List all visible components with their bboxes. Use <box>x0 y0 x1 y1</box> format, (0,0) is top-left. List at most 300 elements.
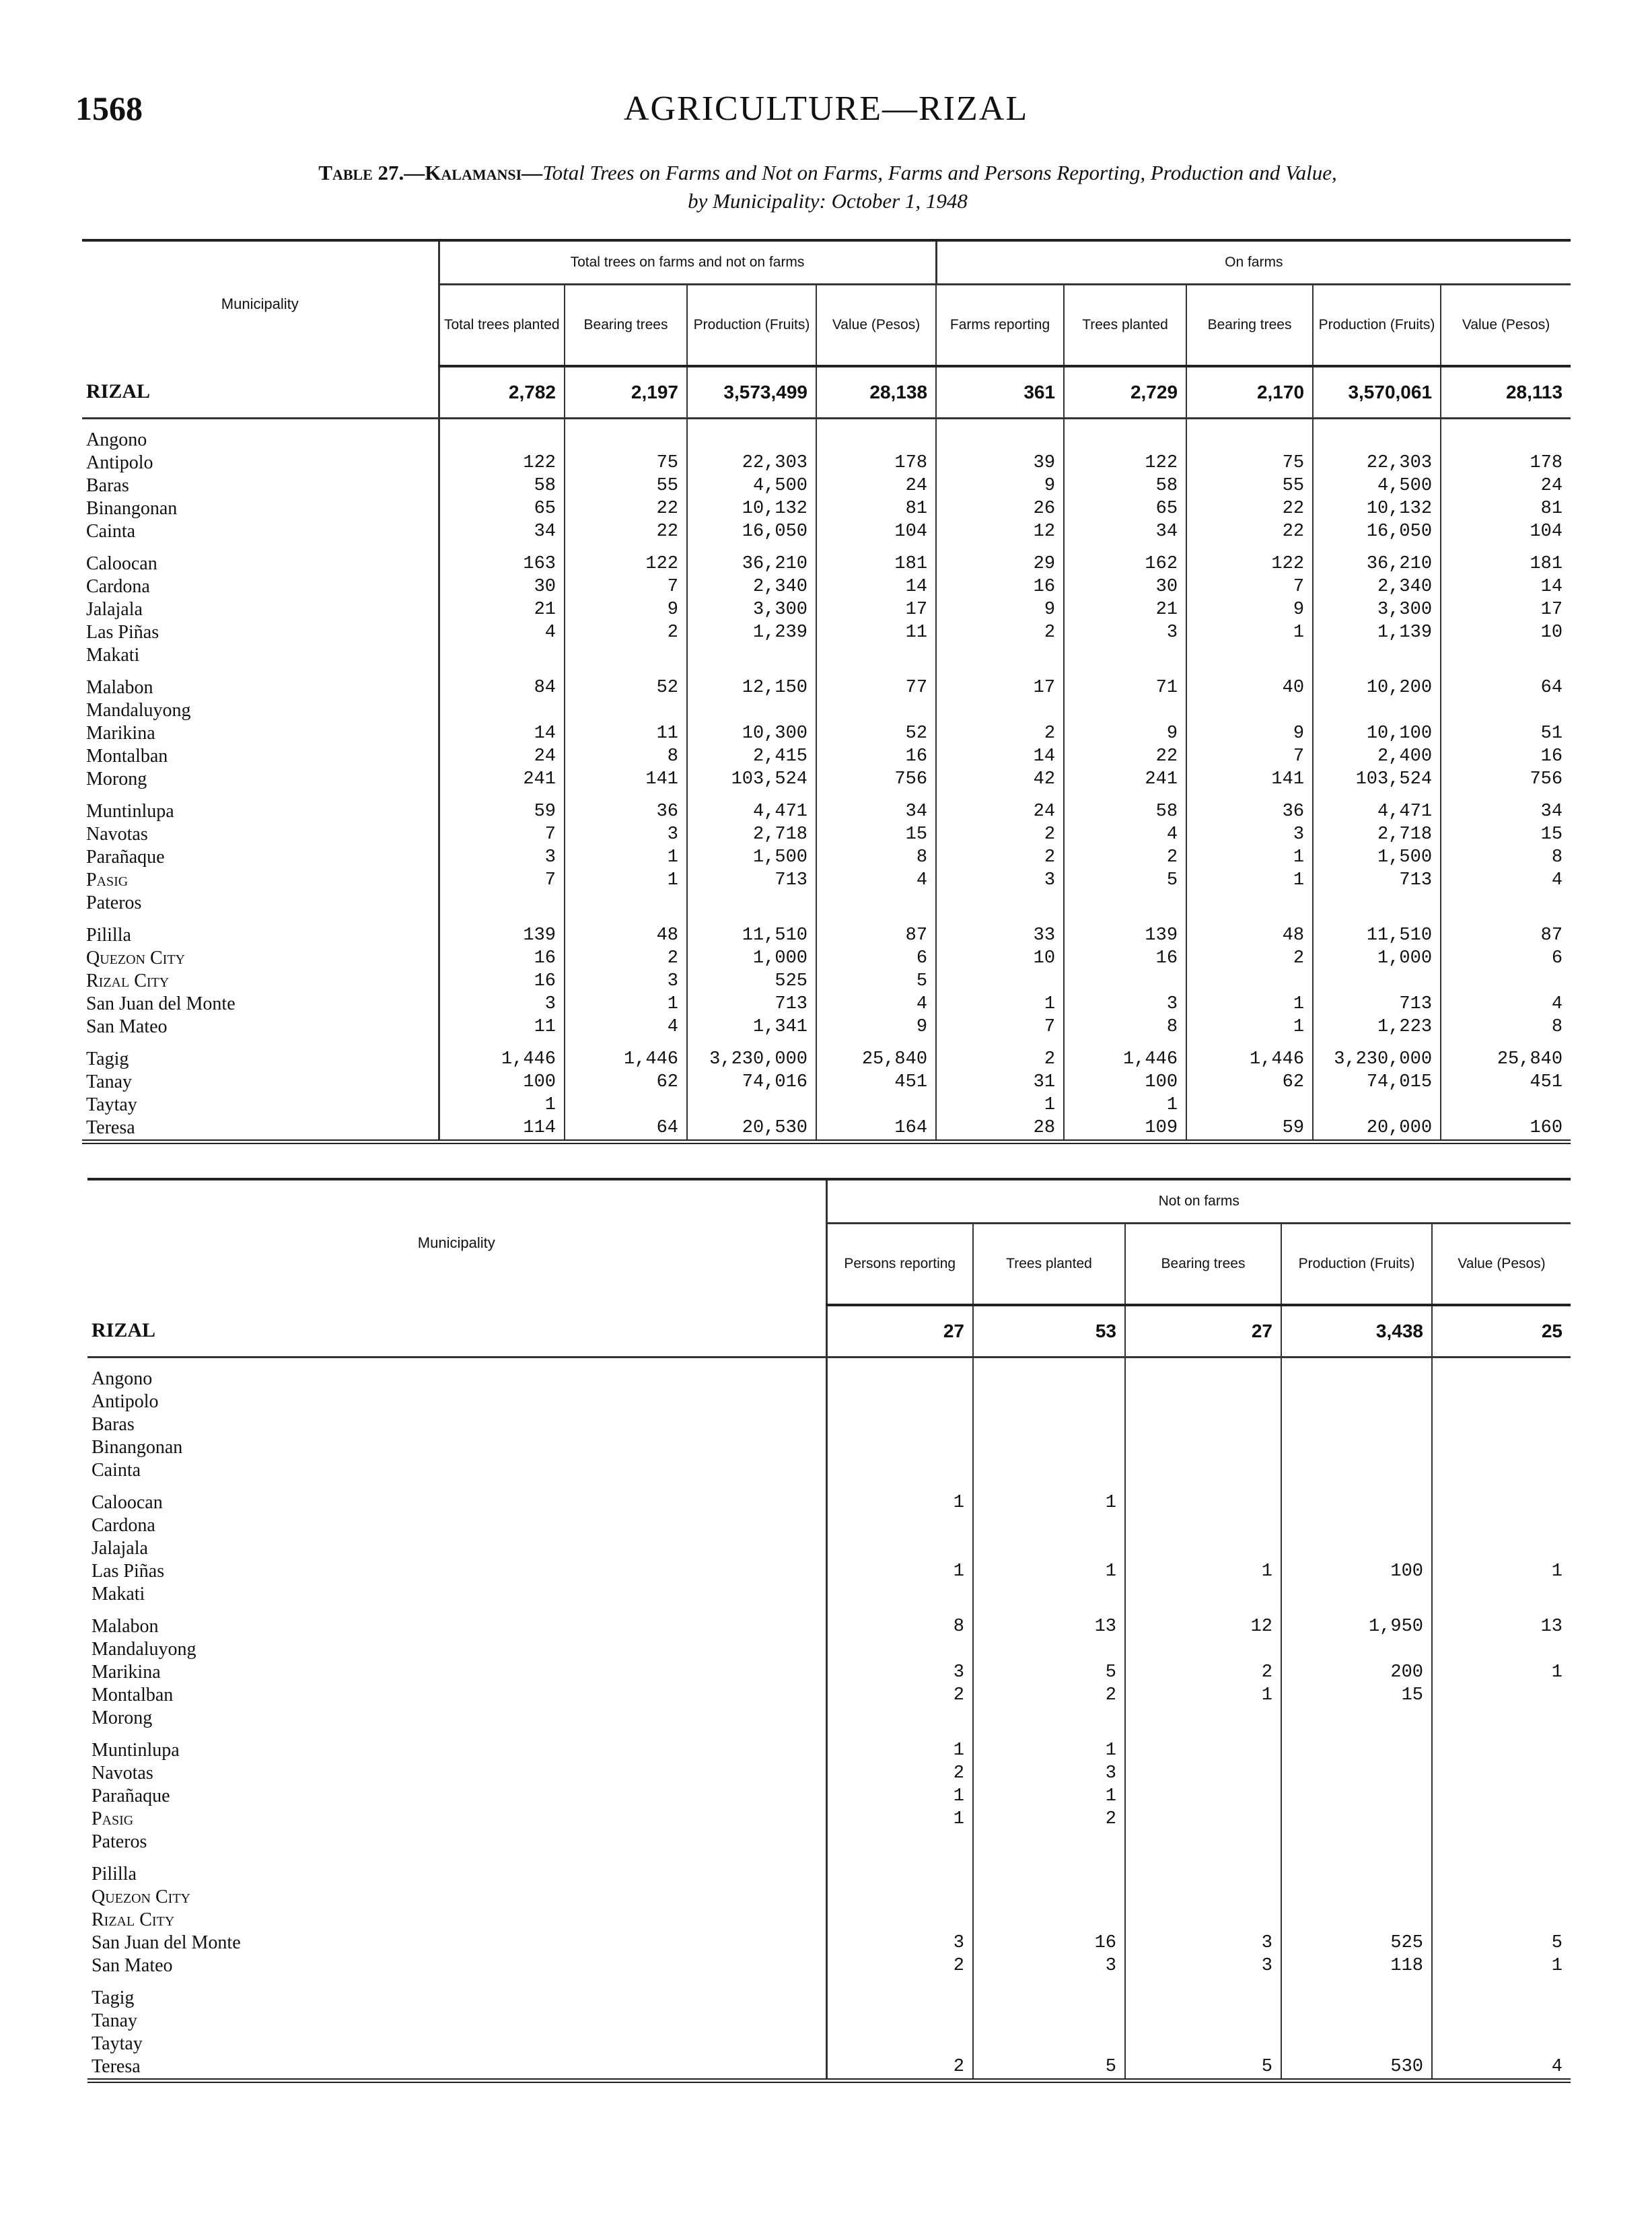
bottom-municipality-name: Makati <box>92 1584 145 1605</box>
bottom-cell <box>826 1909 973 1932</box>
bottom-cell <box>826 2010 973 2033</box>
top-cell: 2 <box>565 621 687 644</box>
top-cell: 7 <box>565 575 687 598</box>
bottom-cell: 4 <box>1432 2055 1571 2081</box>
bottom-table-row <box>87 1707 1571 1730</box>
top-cell: 9 <box>1064 722 1186 745</box>
top-cell: 14 <box>1441 575 1571 598</box>
bottom-cell <box>1125 1785 1281 1808</box>
top-cell: 122 <box>1186 553 1313 575</box>
bottom-municipality-name: Caloocan <box>92 1492 163 1513</box>
top-municipality-name: Antipolo <box>86 452 153 473</box>
top-cell: 104 <box>816 520 936 543</box>
top-cell <box>439 644 565 667</box>
top-total-value: 3,573,499 <box>687 366 816 419</box>
bottom-cell: 3 <box>973 1762 1125 1785</box>
bottom-cell <box>973 1707 1125 1730</box>
bottom-cell: 1 <box>973 1739 1125 1762</box>
top-cell: 87 <box>1441 924 1571 947</box>
bottom-table-row <box>87 1436 1571 1459</box>
bottom-table-row <box>87 1638 1571 1661</box>
top-cell <box>1313 970 1441 993</box>
top-cell: 1 <box>1186 621 1313 644</box>
top-cell: 1 <box>565 993 687 1016</box>
bottom-cell <box>1125 1436 1281 1459</box>
top-cell: 1 <box>1186 869 1313 892</box>
bottom-table-row <box>87 1537 1571 1560</box>
bottom-cell <box>826 1707 973 1730</box>
top-col-header: Farms reporting <box>936 285 1064 367</box>
top-cell: 75 <box>565 452 687 474</box>
top-cell: 141 <box>1186 768 1313 791</box>
bottom-table-row <box>87 1583 1571 1606</box>
top-total-value: 361 <box>936 366 1064 419</box>
top-cell: 14 <box>936 745 1064 768</box>
top-cell: 100 <box>439 1071 565 1094</box>
bottom-cell <box>826 1368 973 1390</box>
top-table-row <box>82 892 1571 915</box>
bottom-cell <box>1281 2010 1432 2033</box>
top-cell: 4 <box>816 869 936 892</box>
bottom-cell <box>1432 1909 1571 1932</box>
top-cell: 1,446 <box>1064 1048 1186 1071</box>
bottom-cell <box>1432 1638 1571 1661</box>
bottom-table-row <box>87 1459 1571 1482</box>
bottom-cell <box>1125 2033 1281 2055</box>
top-cell: 62 <box>1186 1071 1313 1094</box>
top-cell: 5 <box>1064 869 1186 892</box>
top-cell: 104 <box>1441 520 1571 543</box>
bottom-cell <box>1432 2033 1571 2055</box>
bottom-cell: 5 <box>1125 2055 1281 2081</box>
top-cell: 451 <box>816 1071 936 1094</box>
top-group-spacer <box>82 791 1571 800</box>
top-cell: 87 <box>816 924 936 947</box>
bottom-table-row <box>87 1615 1571 1638</box>
bottom-cell: 2 <box>826 2055 973 2081</box>
bottom-cell <box>973 2010 1125 2033</box>
top-municipality-name: Teresa <box>86 1117 135 1138</box>
bottom-table-row <box>87 1368 1571 1390</box>
bottom-cell: 5 <box>973 1661 1125 1684</box>
top-cell: 20,530 <box>687 1117 816 1142</box>
bottom-cell <box>1281 1459 1432 1482</box>
top-municipality-name: Mandaluyong <box>86 700 191 721</box>
bottom-cell <box>1432 1831 1571 1854</box>
bottom-cell: 5 <box>1432 1932 1571 1954</box>
bottom-table-row <box>87 1886 1571 1909</box>
top-cell: 55 <box>565 474 687 497</box>
bottom-municipality-name: Marikina <box>92 1662 161 1683</box>
bottom-municipality-name: Rizal City <box>92 1909 175 1930</box>
top-municipality-name: Pateros <box>86 892 142 913</box>
bottom-municipality-name: Tagig <box>92 1987 135 2008</box>
bottom-total-value: 53 <box>973 1305 1125 1358</box>
top-cell <box>1064 970 1186 993</box>
bottom-cell <box>1125 1537 1281 1560</box>
bottom-cell <box>1432 1785 1571 1808</box>
top-cell: 713 <box>687 993 816 1016</box>
bottom-municipality-name: Cardona <box>92 1515 155 1536</box>
top-cell: 51 <box>1441 722 1571 745</box>
top-cell <box>439 892 565 915</box>
bottom-cell <box>1432 1436 1571 1459</box>
top-cell: 8 <box>1441 1016 1571 1038</box>
top-cell <box>936 970 1064 993</box>
top-municipality-name: Tagig <box>86 1049 129 1069</box>
top-cell <box>936 429 1064 452</box>
top-cell: 122 <box>439 452 565 474</box>
bottom-cell <box>1432 1863 1571 1886</box>
top-cell: 65 <box>439 497 565 520</box>
bottom-table-row <box>87 1932 1571 1954</box>
bottom-municipality-name: Las Piñas <box>92 1561 165 1582</box>
top-cell: 1,500 <box>687 846 816 869</box>
bottom-municipality-name: Angono <box>92 1368 153 1389</box>
top-table-row <box>82 970 1571 993</box>
top-municipality-name: Pililla <box>86 925 131 946</box>
bottom-cell <box>1432 2010 1571 2033</box>
bottom-cell <box>826 1390 973 1413</box>
top-cell: 756 <box>1441 768 1571 791</box>
bottom-cell: 2 <box>973 1808 1125 1831</box>
top-cell: 22 <box>1064 745 1186 768</box>
bottom-cell <box>826 1638 973 1661</box>
top-cell <box>816 892 936 915</box>
top-cell: 7 <box>1186 745 1313 768</box>
top-cell: 4,500 <box>1313 474 1441 497</box>
bottom-cell <box>973 1583 1125 1606</box>
top-cell: 65 <box>1064 497 1186 520</box>
top-cell: 12,150 <box>687 676 816 699</box>
bottom-cell <box>1432 1707 1571 1730</box>
top-cell: 15 <box>1441 823 1571 846</box>
top-col-header: Total trees planted <box>439 285 565 367</box>
page-title: AGRICULTURE—RIZAL <box>623 90 1029 128</box>
top-table-row <box>82 846 1571 869</box>
top-cell: 1 <box>1186 846 1313 869</box>
top-table-row <box>82 553 1571 575</box>
top-table-row <box>82 1117 1571 1142</box>
top-cell: 20,000 <box>1313 1117 1441 1142</box>
top-cell: 22,303 <box>687 452 816 474</box>
top-cell: 10,300 <box>687 722 816 745</box>
top-col-header: Trees planted <box>1064 285 1186 367</box>
top-cell: 59 <box>439 800 565 823</box>
bottom-cell <box>826 1886 973 1909</box>
top-col-header: Value (Pesos) <box>1441 285 1571 367</box>
bottom-municipality-name: Jalajala <box>92 1538 148 1559</box>
bottom-cell <box>1432 1583 1571 1606</box>
top-cell: 36,210 <box>687 553 816 575</box>
top-cell <box>1064 892 1186 915</box>
top-table-row <box>82 644 1571 667</box>
top-cell: 9 <box>565 598 687 621</box>
top-cell: 139 <box>439 924 565 947</box>
top-cell: 39 <box>936 452 1064 474</box>
top-cell: 4,471 <box>687 800 816 823</box>
top-col-header: Production (Fruits) <box>1313 285 1441 367</box>
bottom-municipality-name: Tanay <box>92 2010 138 2031</box>
top-cell <box>1186 1094 1313 1117</box>
top-table-row <box>82 621 1571 644</box>
top-cell: 22 <box>565 520 687 543</box>
top-table-row <box>82 429 1571 452</box>
top-group-spacer <box>82 419 1571 429</box>
bottom-cell <box>826 1459 973 1482</box>
top-table <box>82 239 1571 1144</box>
top-cell: 64 <box>1441 676 1571 699</box>
top-municipality-name: Las Piñas <box>86 622 159 643</box>
bottom-municipality-name: Navotas <box>92 1763 153 1784</box>
bottom-cell <box>1432 1886 1571 1909</box>
top-total-value: 2,729 <box>1064 366 1186 419</box>
top-cell <box>936 644 1064 667</box>
bottom-table-row <box>87 1785 1571 1808</box>
bottom-cell: 2 <box>826 1684 973 1707</box>
top-municipality-name: Parañaque <box>86 847 165 868</box>
bottom-cell <box>1432 1808 1571 1831</box>
top-cell: 84 <box>439 676 565 699</box>
bottom-table <box>87 1178 1571 2083</box>
caption-line2: by Municipality: October 1, 1948 <box>688 189 968 213</box>
bottom-cell <box>973 1886 1125 1909</box>
bottom-cell: 1 <box>1432 1954 1571 1977</box>
top-cell: 36 <box>565 800 687 823</box>
top-municipality-header: Municipality <box>82 240 439 366</box>
top-cell: 9 <box>816 1016 936 1038</box>
bottom-cell <box>1125 1808 1281 1831</box>
top-cell: 29 <box>936 553 1064 575</box>
top-cell: 10,132 <box>687 497 816 520</box>
bottom-cell <box>973 2033 1125 2055</box>
bottom-cell <box>1125 1739 1281 1762</box>
bottom-cell: 1 <box>973 1560 1125 1583</box>
top-cell: 4 <box>816 993 936 1016</box>
top-cell: 122 <box>565 553 687 575</box>
bottom-cell <box>973 1638 1125 1661</box>
top-cell: 6 <box>816 947 936 970</box>
bottom-cell: 530 <box>1281 2055 1432 2081</box>
top-cell: 1,341 <box>687 1016 816 1038</box>
table-caption <box>77 159 1578 215</box>
bottom-municipality-name: Taytay <box>92 2033 143 2054</box>
top-cell: 17 <box>816 598 936 621</box>
top-cell: 109 <box>1064 1117 1186 1142</box>
top-cell: 11,510 <box>1313 924 1441 947</box>
bottom-cell <box>973 1390 1125 1413</box>
top-table-row <box>82 497 1571 520</box>
top-table-row <box>82 474 1571 497</box>
top-municipality-name: San Juan del Monte <box>86 993 236 1014</box>
top-cell <box>687 429 816 452</box>
bottom-cell: 1 <box>826 1739 973 1762</box>
bottom-cell <box>1125 1707 1281 1730</box>
top-cell: 1,239 <box>687 621 816 644</box>
bottom-municipality-name: Montalban <box>92 1685 174 1705</box>
top-cell: 103,524 <box>1313 768 1441 791</box>
top-cell: 2,415 <box>687 745 816 768</box>
top-municipality-name: Malabon <box>86 677 153 698</box>
top-cell: 2,718 <box>687 823 816 846</box>
top-municipality-name: Binangonan <box>86 498 178 519</box>
top-cell <box>1313 429 1441 452</box>
top-cell: 30 <box>1064 575 1186 598</box>
top-cell: 3,300 <box>1313 598 1441 621</box>
bottom-col-header: Value (Pesos) <box>1432 1224 1571 1306</box>
top-cell: 16,050 <box>1313 520 1441 543</box>
top-cell: 17 <box>1441 598 1571 621</box>
top-cell: 9 <box>1186 722 1313 745</box>
top-table-row <box>82 947 1571 970</box>
top-cell <box>1313 1094 1441 1117</box>
bottom-group-spacer <box>87 1606 1571 1615</box>
top-cell: 24 <box>936 800 1064 823</box>
top-cell: 25,840 <box>816 1048 936 1071</box>
top-cell <box>816 429 936 452</box>
top-col-header: Bearing trees <box>565 285 687 367</box>
top-group-header-total: Total trees on farms and not on farms <box>439 240 936 285</box>
bottom-cell <box>826 1583 973 1606</box>
top-cell: 22 <box>1186 520 1313 543</box>
top-cell: 1,000 <box>1313 947 1441 970</box>
top-cell: 62 <box>565 1071 687 1094</box>
top-cell: 2,340 <box>687 575 816 598</box>
bottom-cell: 2 <box>1125 1661 1281 1684</box>
top-cell: 10 <box>1441 621 1571 644</box>
top-table-row <box>82 699 1571 722</box>
top-cell: 52 <box>816 722 936 745</box>
top-table-row <box>82 452 1571 474</box>
bottom-cell: 525 <box>1281 1932 1432 1954</box>
top-table-row <box>82 800 1571 823</box>
top-cell: 5 <box>816 970 936 993</box>
top-cell: 114 <box>439 1117 565 1142</box>
bottom-cell: 2 <box>826 1954 973 1977</box>
bottom-table-row <box>87 1762 1571 1785</box>
bottom-table-row <box>87 1739 1571 1762</box>
bottom-table-row <box>87 1390 1571 1413</box>
top-cell: 52 <box>565 676 687 699</box>
top-cell: 11 <box>439 1016 565 1038</box>
bottom-municipality-name: San Juan del Monte <box>92 1932 241 1953</box>
top-cell: 81 <box>816 497 936 520</box>
bottom-cell <box>1125 1762 1281 1785</box>
top-cell: 36 <box>1186 800 1313 823</box>
top-table-row <box>82 924 1571 947</box>
bottom-cell: 1 <box>1432 1661 1571 1684</box>
top-municipality-name: Muntinlupa <box>86 801 174 822</box>
bottom-cell <box>1281 1514 1432 1537</box>
bottom-col-header: Trees planted <box>973 1224 1125 1306</box>
bottom-cell <box>1125 1831 1281 1854</box>
bottom-cell <box>973 1831 1125 1854</box>
bottom-cell <box>1432 1537 1571 1560</box>
bottom-municipality-name: Teresa <box>92 2056 141 2077</box>
bottom-cell: 12 <box>1125 1615 1281 1638</box>
top-cell: 3,230,000 <box>687 1048 816 1071</box>
top-cell <box>1186 699 1313 722</box>
bottom-cell <box>1432 1491 1571 1514</box>
bottom-cell <box>1432 1684 1571 1707</box>
bottom-cell <box>1432 1514 1571 1537</box>
bottom-cell: 13 <box>1432 1615 1571 1638</box>
top-cell: 2 <box>1064 846 1186 869</box>
top-table-row <box>82 520 1571 543</box>
bottom-cell: 1 <box>1125 1560 1281 1583</box>
bottom-cell <box>826 1831 973 1854</box>
bottom-cell: 2 <box>826 1762 973 1785</box>
bottom-cell <box>1125 1863 1281 1886</box>
bottom-municipality-name: Parañaque <box>92 1786 170 1806</box>
top-cell: 42 <box>936 768 1064 791</box>
top-cell: 1 <box>439 1094 565 1117</box>
bottom-cell: 2 <box>973 1684 1125 1707</box>
top-cell: 103,524 <box>687 768 816 791</box>
top-table-row <box>82 1071 1571 1094</box>
top-col-header: Bearing trees <box>1186 285 1313 367</box>
bottom-table-row <box>87 1514 1571 1537</box>
top-cell: 4 <box>1441 993 1571 1016</box>
top-total-value: 2,170 <box>1186 366 1313 419</box>
top-cell <box>936 892 1064 915</box>
bottom-cell <box>1281 1491 1432 1514</box>
bottom-cell <box>1125 1638 1281 1661</box>
top-cell <box>565 699 687 722</box>
top-cell: 163 <box>439 553 565 575</box>
bottom-total-value: 25 <box>1432 1305 1571 1358</box>
bottom-cell <box>1125 1909 1281 1932</box>
top-table-row <box>82 745 1571 768</box>
bottom-group-spacer <box>87 1854 1571 1863</box>
top-cell <box>439 429 565 452</box>
bottom-cell <box>1281 2033 1432 2055</box>
bottom-cell <box>1125 1987 1281 2010</box>
bottom-cell <box>826 2033 973 2055</box>
top-cell: 164 <box>816 1117 936 1142</box>
top-cell: 8 <box>565 745 687 768</box>
top-cell: 451 <box>1441 1071 1571 1094</box>
top-cell: 7 <box>1186 575 1313 598</box>
bottom-table-row <box>87 1987 1571 2010</box>
top-cell: 2 <box>936 722 1064 745</box>
top-cell: 9 <box>1186 598 1313 621</box>
top-table-row <box>82 676 1571 699</box>
top-cell: 26 <box>936 497 1064 520</box>
bottom-cell <box>1125 1491 1281 1514</box>
top-table-row <box>82 1048 1571 1071</box>
top-cell <box>1313 644 1441 667</box>
top-cell: 3 <box>936 869 1064 892</box>
bottom-municipality-name: Pililla <box>92 1864 137 1884</box>
top-group-header-on-farms: On farms <box>936 240 1571 285</box>
top-cell: 1,139 <box>1313 621 1441 644</box>
top-cell <box>1313 892 1441 915</box>
top-cell: 178 <box>1441 452 1571 474</box>
top-group-spacer <box>82 1038 1571 1048</box>
bottom-cell: 1 <box>1432 1560 1571 1583</box>
bottom-cell <box>1281 1762 1432 1785</box>
top-cell: 3 <box>1064 621 1186 644</box>
bottom-cell <box>826 1987 973 2010</box>
bottom-cell: 5 <box>973 2055 1125 2081</box>
top-cell <box>1441 892 1571 915</box>
top-cell: 3 <box>565 970 687 993</box>
bottom-cell: 200 <box>1281 1661 1432 1684</box>
top-cell <box>565 1094 687 1117</box>
top-cell: 1,000 <box>687 947 816 970</box>
bottom-table-row <box>87 1661 1571 1684</box>
